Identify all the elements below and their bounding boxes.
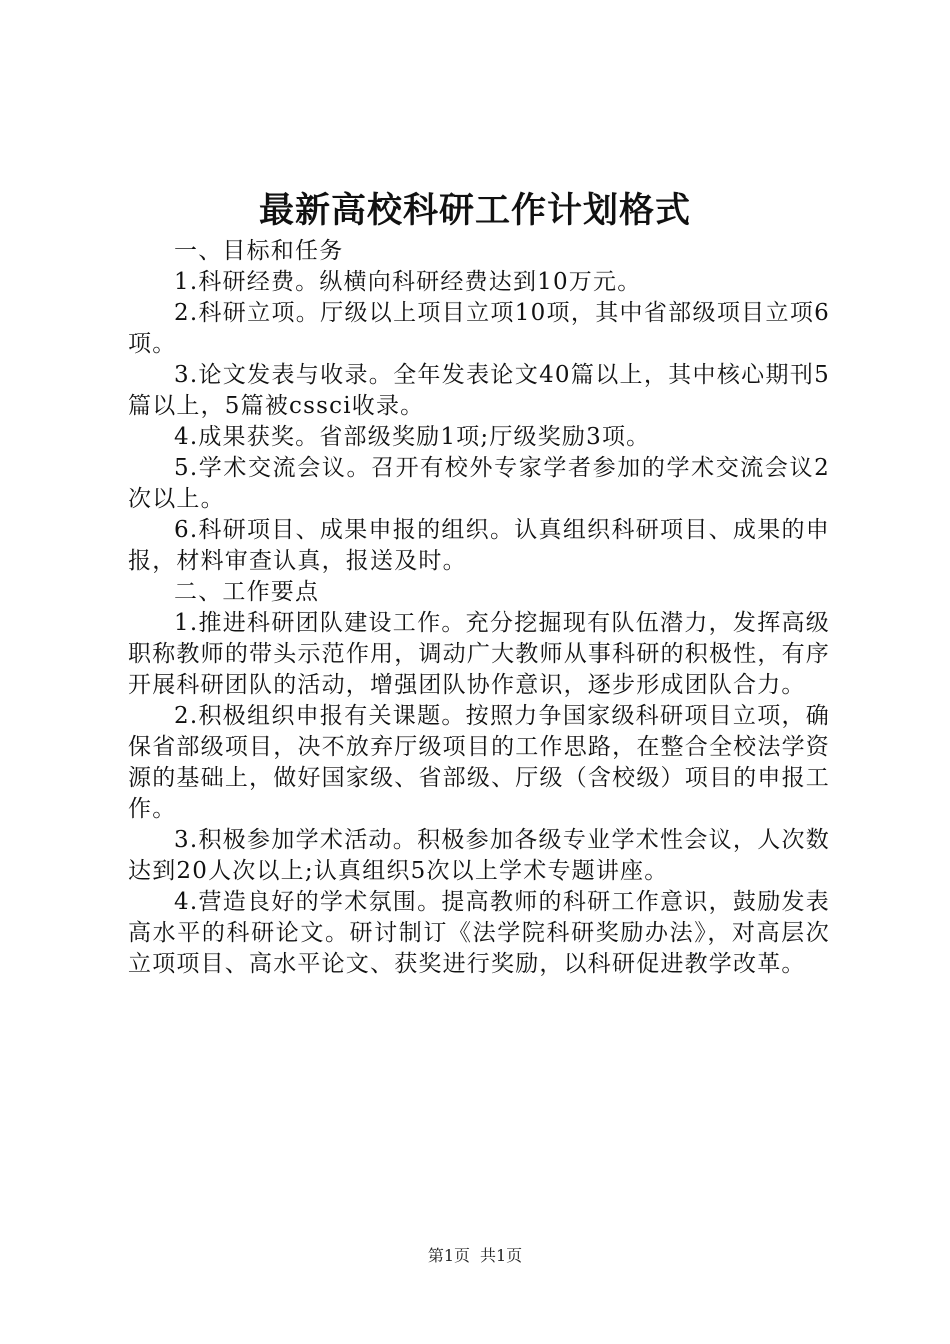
paragraph: 2.科研立项。厅级以上项目立项10项，其中省部级项目立项6项。 [128,300,830,357]
paragraph: 6.科研项目、成果申报的组织。认真组织科研项目、成果的申报，材料审查认真，报送及时。 [128,517,830,574]
paragraph: 3.积极参加学术活动。积极参加各级专业学术性会议，人次数达到20人次以上;认真组织5次以上学术专题讲座。 [128,827,830,884]
page-footer [0,1243,950,1266]
paragraph: 2.积极组织申报有关课题。按照力争国家级科研项目立项，确保省部级项目，决不放弃厅级项目的工作思路，在整合全校法学资源的基础上，做好国家级、省部级、厅级（含校级）项目的申报工作。 [128,703,830,822]
paragraph: 1.推进科研团队建设工作。充分挖掘现有队伍潜力，发挥高级职称教师的带头示范作用，调动广大教师从事科研的积极性，有序开展科研团队的活动，增强团队协作意识，逐步形成团队合力。 [128,610,830,698]
page-number: 第1页 [427,1246,470,1265]
paragraph: 3.论文发表与收录。全年发表论文40篇以上，其中核心期刊5篇以上，5篇被cssci收录。 [128,362,830,419]
section-heading: 二、工作要点 [174,579,320,605]
page-total: 共1页 [480,1246,523,1265]
document-title: 最新高校科研工作计划格式 [258,190,691,231]
document-body [128,236,830,980]
paragraph: 4.营造良好的学术氛围。提高教师的科研工作意识，鼓励发表高水平的科研论文。研讨制订《法学院科研奖励办法》，对高层次立项项目、高水平论文、获奖进行奖励，以科研促进教学改革。 [128,889,830,977]
paragraph: 1.科研经费。纵横向科研经费达到10万元。 [174,269,642,295]
section-heading: 一、目标和任务 [174,238,344,264]
paragraph: 5.学术交流会议。召开有校外专家学者参加的学术交流会议2次以上。 [128,455,830,512]
paragraph: 4.成果获奖。省部级奖励1项;厅级奖励3项。 [174,424,651,450]
